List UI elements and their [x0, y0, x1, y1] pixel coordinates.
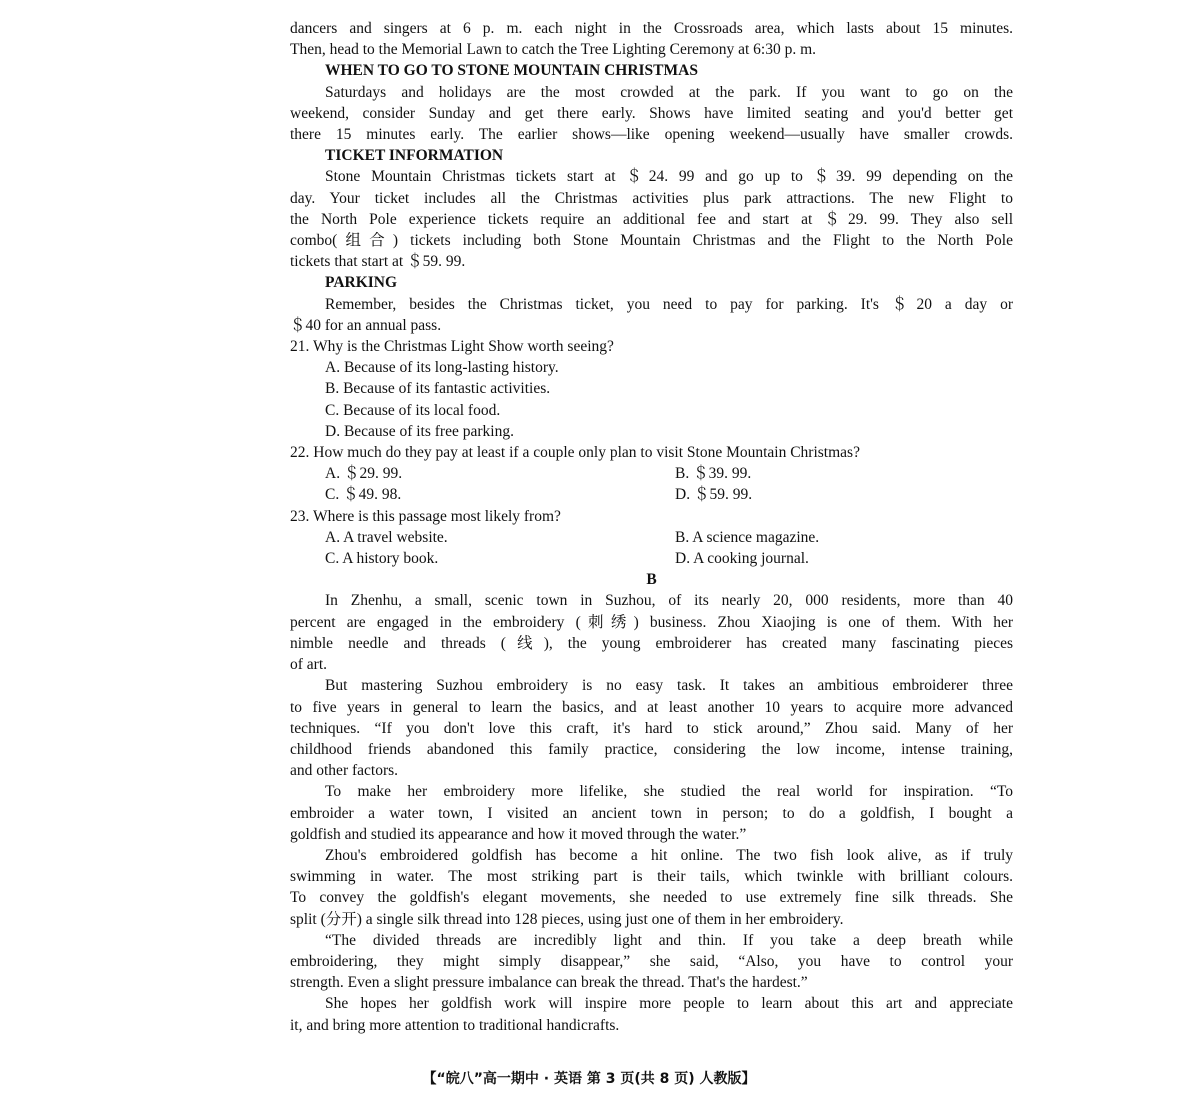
- section-heading: WHEN TO GO TO STONE MOUNTAIN CHRISTMAS: [325, 62, 698, 80]
- answer-option: A. Because of its long-lasting history.: [325, 359, 559, 377]
- answer-option: D. ＄59. 99.: [675, 486, 753, 504]
- text-line: day. Your ticket includes all the Christmas activities plus park attractions. The new Flight to: [290, 189, 1013, 207]
- text-line: strength. Even a slight pressure imbalance can break the thread. That's the hardest.”: [290, 974, 808, 992]
- section-heading: PARKING: [325, 274, 398, 292]
- answer-option: C. ＄49. 98.: [325, 486, 402, 504]
- text-line: embroider a water town, I visited an ancient town in person; to do a goldfish, I bought a: [290, 804, 1013, 822]
- text-line: dancers and singers at 6 p. m. each night in the Crossroads area, which lasts about 15 minutes.: [290, 20, 1013, 37]
- page-footer: 【“皖八”高一期中 · 英语 第 3 页(共 8 页) 人教版】: [422, 1071, 756, 1087]
- text-line: the North Pole experience tickets require an additional fee and start at ＄29. 99. They also sell: [290, 210, 1013, 228]
- answer-option: C. Because of its local food.: [325, 401, 501, 419]
- text-line: Zhou's embroidered goldfish has become a hit online. The two fish look alive, as if truly: [325, 846, 1013, 864]
- text-line: nimble needle and threads (线), the young embroiderer has created many fascinating pieces: [290, 634, 1013, 652]
- answer-option: A. ＄29. 99.: [325, 465, 403, 483]
- answer-option: A. A travel website.: [325, 528, 448, 546]
- section-heading: TICKET INFORMATION: [325, 147, 504, 165]
- answer-option: D. Because of its free parking.: [325, 422, 514, 440]
- answer-option: C. A history book.: [325, 550, 439, 568]
- text-line: childhood friends abandoned this family practice, considering the low income, intense training,: [290, 740, 1013, 758]
- text-line: of art.: [290, 656, 328, 674]
- part-label: B: [646, 571, 657, 589]
- text-line: In Zhenhu, a small, scenic town in Suzhou, of its nearly 20, 000 residents, more than 40: [325, 592, 1013, 610]
- question-stem: 22. How much do they pay at least if a couple only plan to visit Stone Mountain Christmas?: [290, 444, 860, 462]
- text-line: goldfish and studied its appearance and how it moved through the water.”: [290, 825, 747, 843]
- answer-option: B. Because of its fantastic activities.: [325, 380, 551, 398]
- text-line: to five years in general to learn the basics, and at least another 10 years to acquire more advanced: [290, 698, 1013, 716]
- text-line: Saturdays and holidays are the most crowded at the park. If you want to go on the: [325, 83, 1013, 101]
- text-line: embroidering, they might simply disappear,” she said, “Also, you have to control your: [290, 952, 1013, 970]
- answer-option: B. ＄39. 99.: [675, 465, 752, 483]
- text-line: But mastering Suzhou embroidery is no easy task. It takes an ambitious embroiderer three: [325, 677, 1013, 695]
- text-line: swimming in water. The most striking part is their tails, which twinkle with brilliant colours.: [290, 868, 1013, 886]
- text-line: Then, head to the Memorial Lawn to catch the Tree Lighting Ceremony at 6:30 p. m.: [290, 41, 817, 59]
- text-line: there 15 minutes early. The earlier shows—like opening weekend—usually have smaller crowds.: [290, 126, 1013, 144]
- text-line: Remember, besides the Christmas ticket, you need to pay for parking. It's ＄20 a day or: [325, 295, 1013, 313]
- text-line: tickets that start at ＄59. 99.: [290, 253, 466, 271]
- text-line: To make her embroidery more lifelike, she studied the real world for inspiration. “To: [325, 783, 1013, 801]
- options-row: [290, 463, 1013, 484]
- text-line: ＄40 for an annual pass.: [290, 316, 442, 334]
- text-line: Stone Mountain Christmas tickets start at ＄24. 99 and go up to ＄39. 99 depending on the: [325, 168, 1013, 186]
- text-line: To convey the goldfish's elegant movements, she needed to use extremely fine silk threads. She: [290, 889, 1013, 907]
- text-line: She hopes her goldfish work will inspire more people to learn about this art and appreciate: [325, 995, 1013, 1013]
- text-line: techniques. “If you don't love this craft, it's hard to stick around,” Zhou said. Many of her: [290, 719, 1013, 737]
- text-line: split (分开) a single silk thread into 128 pieces, using just one of them in her embroidery.: [290, 910, 844, 928]
- answer-option: D. A cooking journal.: [675, 550, 809, 568]
- text-line: combo(组合) tickets including both Stone Mountain Christmas and the Flight to the North Pole: [290, 232, 1013, 250]
- options-row: [290, 548, 1013, 569]
- answer-option: B. A science magazine.: [675, 528, 820, 546]
- text-line: and other factors.: [290, 762, 399, 780]
- text-line: percent are engaged in the embroidery (刺绣) business. Zhou Xiaojing is one of them. With her: [290, 613, 1013, 631]
- options-row: [290, 484, 1013, 505]
- question-stem: 21. Why is the Christmas Light Show worth seeing?: [290, 338, 614, 356]
- document-page: [290, 18, 1013, 1036]
- question-stem: 23. Where is this passage most likely from?: [290, 507, 561, 525]
- options-row: [290, 527, 1013, 548]
- text-line: “The divided threads are incredibly light and thin. If you take a deep breath while: [325, 931, 1013, 949]
- text-line: it, and bring more attention to traditional handicrafts.: [290, 1016, 620, 1034]
- text-line: weekend, consider Sunday and get there early. Shows have limited seating and you'd better get: [290, 104, 1013, 122]
